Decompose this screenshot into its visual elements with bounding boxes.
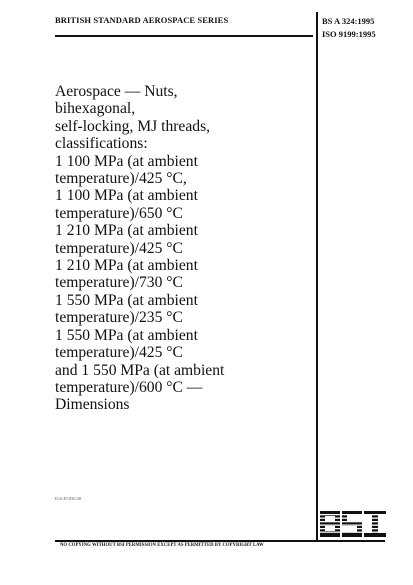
standard-numbers [322, 15, 376, 41]
title-line: temperature)/425 °C [55, 344, 183, 362]
title-line: temperature)/650 °C [55, 204, 183, 222]
title-line: 1 210 MPa (at ambient [55, 222, 198, 240]
title-line: 1 550 MPa (at ambient [55, 326, 198, 344]
title-line: bihexagonal, [55, 100, 136, 118]
standard-number-bs: BS A 324:1995 [322, 16, 375, 26]
title-line: 1 210 MPa (at ambient [55, 257, 198, 275]
title-line: temperature)/235 °C [55, 309, 183, 327]
title-line: 1 100 MPa (at ambient [55, 187, 198, 205]
title-line: Dimensions [55, 396, 130, 414]
header-divider [55, 35, 313, 37]
bsi-logo-icon [320, 511, 386, 542]
title-line: temperature)/425 °C [55, 239, 183, 257]
title-line: temperature)/425 °C, [55, 170, 187, 188]
series-title: BRITISH STANDARD AEROSPACE SERIES [55, 15, 229, 25]
ics-code: ICS 49.030.30 [55, 496, 82, 501]
title-line: 1 100 MPa (at ambient [55, 152, 198, 170]
footer-divider [55, 540, 385, 542]
title-line: temperature)/600 °C — [55, 378, 203, 396]
document-title [55, 83, 313, 414]
title-line: 1 550 MPa (at ambient [55, 291, 198, 309]
title-line: self-locking, MJ threads, [55, 117, 211, 135]
vertical-divider [316, 12, 318, 540]
copyright-notice: NO COPYING WITHOUT BSI PERMISSION EXCEPT AS PERMITTED BY COPYRIGHT LAW [60, 543, 264, 548]
standard-number-iso: ISO 9199:1995 [322, 29, 376, 39]
title-line: Aerospace — Nuts, [55, 83, 178, 100]
title-line: temperature)/730 °C [55, 274, 183, 292]
title-line: classifications: [55, 135, 148, 153]
title-line: and 1 550 MPa (at ambient [55, 361, 225, 379]
